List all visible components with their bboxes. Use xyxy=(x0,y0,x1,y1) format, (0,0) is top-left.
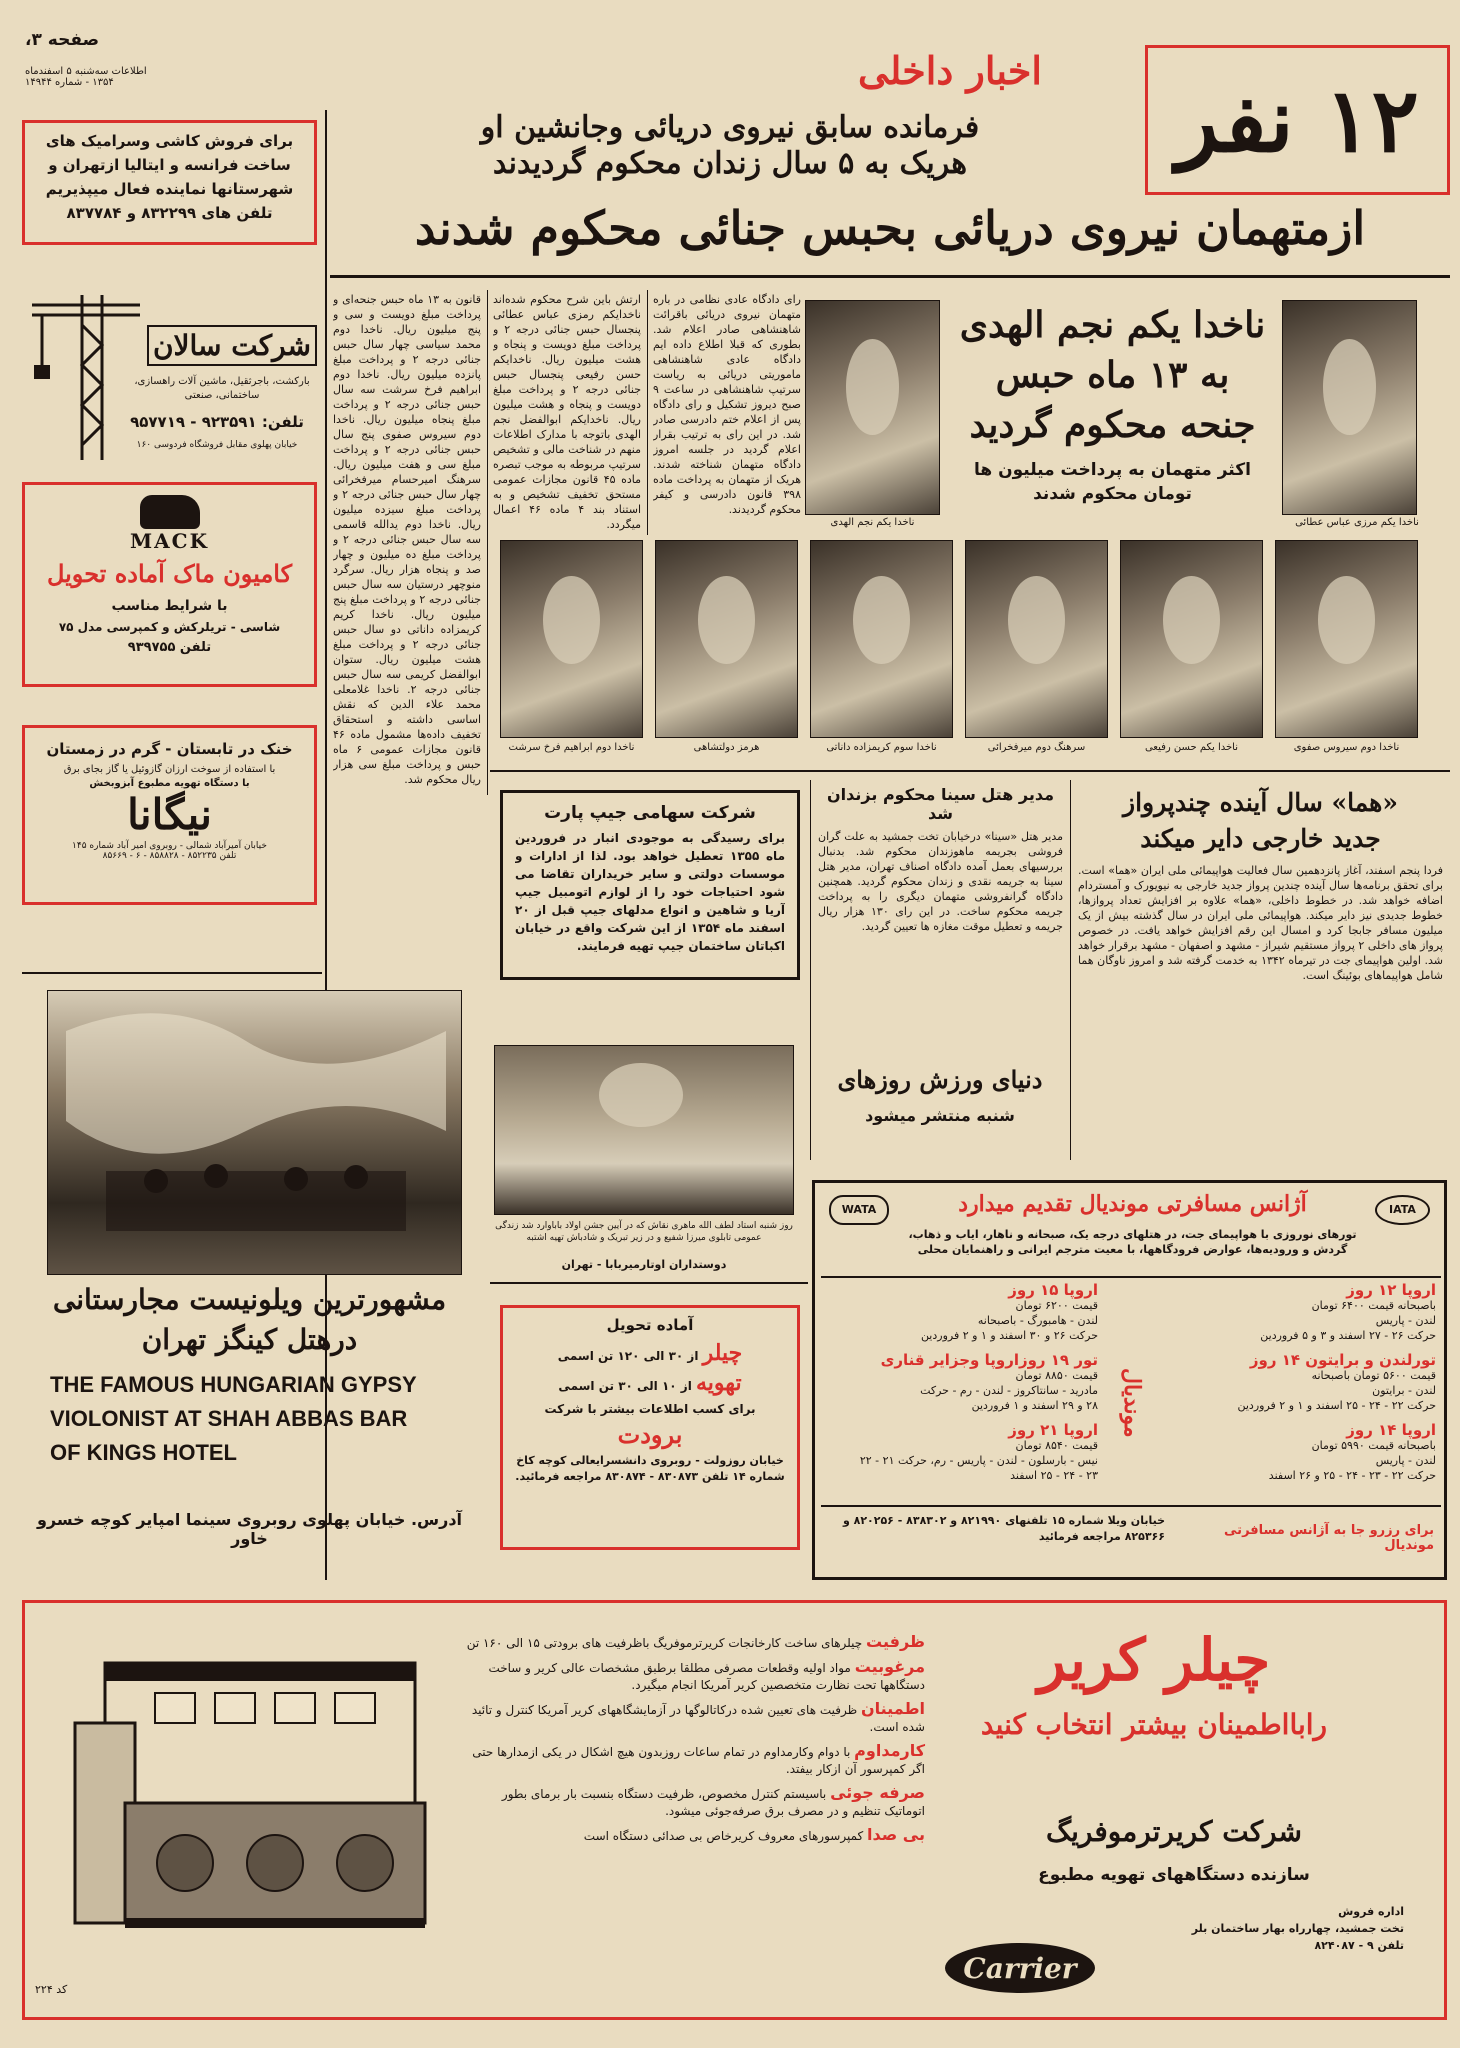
lead-big-number: ۱۲ نفر xyxy=(1176,68,1419,172)
feature-label: اطمینان xyxy=(860,1699,925,1718)
feature-text: ظرفیت های تعیین شده درکاتالوگها در آزمایشگاههای کریر آمریکا کنترل و تائید شده است. xyxy=(471,1703,925,1734)
carrier-feature xyxy=(465,1742,925,1778)
carrier-company: شرکت کریرترموفریگ xyxy=(1046,1815,1302,1848)
homa-head-line-2: جدید خارجی دایر میکند xyxy=(1140,824,1381,853)
tour-cities: مادرید - سانتاکروز - لندن - رم - حرکت xyxy=(920,1384,1098,1397)
travel-title: آژانس مسافرتی موندیال تقدیم میدارد xyxy=(958,1191,1307,1217)
tour-cities: لندن - برایتون xyxy=(1372,1384,1436,1397)
tour-item xyxy=(823,1353,1098,1423)
tile-phone: تلفن های ۸۳۲۲۹۹ و ۸۳۷۷۸۴ xyxy=(66,204,273,222)
carrier-features xyxy=(465,1633,925,1851)
tour-title: اروپا ۱۵ روز xyxy=(1008,1281,1098,1299)
violinist-fa-line-2: درهتل کینگز تهران xyxy=(141,1323,358,1356)
tour-title: تور ۱۹ روزاروپا وجزایر قناری xyxy=(880,1351,1098,1369)
rule xyxy=(22,972,322,974)
salan-name: شرکت سالان xyxy=(147,325,317,366)
feature-label: ظرفیت xyxy=(866,1632,925,1651)
portrait-5 xyxy=(655,540,798,738)
tour-title: اروپا ۱۲ روز xyxy=(1346,1281,1436,1299)
feature-text: با دوام وکارمداوم در تمام ساعات روزبدون هیچ اشکال در یکی ازمدارها حتی اگر کمپرسور آن ازکار بیفتد. xyxy=(472,1745,925,1776)
portrait-caption: ناخدا یکم نجم الهدی xyxy=(830,517,915,528)
carrier-company-sub: سازنده دستگاههای تهویه مطبوع xyxy=(1038,1865,1310,1885)
carrier-address: تخت جمشید، چهارراه بهار ساختمان بلر xyxy=(1191,1922,1404,1935)
wata-logo: WATA xyxy=(829,1195,889,1225)
iata-logo: IATA xyxy=(1375,1195,1430,1225)
tour-price: قیمت ۶۲۰۰ تومان xyxy=(1015,1299,1098,1312)
hotel-body: مدیر هتل «سینا» درخیابان تخت جمشید به علت گران فروشی بجریمه ماهوزندان محکوم شد. بدنبال بررسیهای بعمل آمده دادگاه اصناف تهران، مدیر هتل سینا به جریمه نقدی و زندان محکوم گردید. همچنین دادگاه گرانفروشی متهمان دیگری را به پرداخت جریمه محکوم ساخت. در این رای ۱۳۰ هزار ریال جریمه و تعطیل موقت مغازه ها تعیین گردید. xyxy=(818,830,1063,933)
berodat-chiller-ad xyxy=(500,1305,800,1550)
tour-dates: حرکت ۲۲ - ۲۴ - ۲۵ اسفند و ۱ و ۲ فروردین xyxy=(1237,1399,1436,1412)
travel-vertical: موندیال xyxy=(1119,1368,1145,1438)
tile-line-1: برای فروش کاشی وسرامیک های xyxy=(45,132,294,150)
tour-price: قیمت ۵۶۰۰ تومان باصبحانه xyxy=(1311,1369,1436,1382)
portrait-row xyxy=(498,540,1418,765)
niganta-phone: تلفن ۸۵۲۲۳۵ - ۸۵۸۸۲۸ - ۶ - ۸۵۶۶۹ xyxy=(102,851,237,861)
tile-line-2: ساخت فرانسه و ایتالیا ازتهران و xyxy=(48,156,291,174)
feature-text: باسیستم کنترل مخصوص، ظرفیت دستگاه بنسبت بار برمای بطور اتوماتیک تنظیم و در مصرف برق صرفه‌جوئی میشود. xyxy=(501,1787,925,1818)
tour-title: اروپا ۲۱ روز xyxy=(1008,1421,1098,1439)
berodat-company: برودت xyxy=(617,1420,683,1449)
section-title: اخبار داخلی xyxy=(858,48,1042,93)
tour-dates: حرکت ۲۶ - ۲۷ اسفند و ۳ و ۵ فروردین xyxy=(1260,1329,1436,1342)
travel-right-col xyxy=(1161,1283,1436,1493)
sub-deck-line-1: اکثر متهمان به پرداخت میلیون ها xyxy=(974,460,1251,480)
kicker-line-1: فرمانده سابق نیروی دریائی وجانشین او xyxy=(480,110,980,145)
tour-title: تورلندن و برایتون ۱۴ روز xyxy=(1249,1351,1436,1369)
tour-title: اروپا ۱۴ روز xyxy=(1346,1421,1436,1439)
jeep-body: برای رسیدگی به موجودی انبار در فروردین ماه ۱۳۵۵ تعطیل خواهد بود. لذا از ادارات و موسسات دولتی و سایر خریداران تقاضا می شود احتیاجات خود را از لوازم اتومبیل جیپ آریا و شاهین و انواع مدلهای جیپ قبل از ۲۰ اسفند ماه ۱۳۵۴ از این شرکت واقع در خیابان اکباتان ساختمان جیپ تهیه فرمایند. xyxy=(515,831,785,953)
article-column-a: رای دادگاه عادی نظامی در باره متهمان نیروی دریائی باقرائت شاهنشاهی صادر اعلام شد. بطوری که قبلا اطلاع داده ایم دادگاه عادی شاهنشاهی ماموریتی دریائی به ریاست سرتیپ شاهنشاهی در ساعت ۹ صبح دیروز تشکیل و رای دادگاه پس از اعلام ختم دادرسی صادر شد. در این رای به ترتیب بقرار اعلام گردید در جلسه امروز دادگاه متهمان شناخته شدند. هریک از متهمان به پرداخت ماده ۳۹۸ قانون دادرسی و کیفر محکوم گردیدند. xyxy=(653,293,801,516)
mack-bulldog-icon xyxy=(140,495,200,529)
berodat-chiller: چیلر xyxy=(702,1340,743,1366)
feature-label: کارمداوم xyxy=(854,1741,925,1760)
tour-price: قیمت ۸۵۴۰ تومان xyxy=(1015,1439,1098,1452)
berodat-line-4: برای کسب اطلاعات بیشتر با شرکت xyxy=(544,1402,756,1416)
kings-hotel-ad xyxy=(22,980,477,1550)
issue-date: اطلاعات سه‌شنبه ۵ اسفندماه xyxy=(25,66,147,77)
tour-item xyxy=(823,1283,1098,1353)
travel-intro: تورهای نوروزی با هواپیمای جت، در هتلهای درجه یک، صبحانه و ناهار، ایاب و ذهاب، گردش و ورودیه‌ها، عوارض فرودگاهها، با معیت مترجم ایرانی و راهنمایان محلی xyxy=(908,1228,1357,1256)
berodat-chiller-row xyxy=(511,1340,789,1366)
carrier-ad xyxy=(22,1600,1447,2020)
berodat-address: خیابان روزولت - روبروی دانشسرایعالی کوچه کاخ شماره ۱۴ تلفن ۸۳۰۸۷۳ - ۸۳۰۸۷۴ مراجعه فرمائید. xyxy=(515,1454,785,1483)
travel-left-col xyxy=(823,1283,1098,1493)
sub-headline xyxy=(945,300,1280,450)
sport-notice xyxy=(805,1065,1075,1125)
tour-item xyxy=(1161,1423,1436,1493)
homa-body: فردا پنجم اسفند، آغاز پانزدهمین سال فعالیت هواپیمائی ملی ایران «هما» است. برای تحقق برنامه‌ها سال آینده چندین پرواز جدید خارجی به نیویورک و آمستردام اضافه خواهد شد. در خطوط داخلی، «هما» علاوه بر افزایش تعداد پروازها، خطوط جدیدی نیز دایر میکند. هواپیمائی ملی ایران در سال گذشته بیش از یک میلیون مسافر جابجا کرد و امسال این رقم افزایش خواهد یافت. در خصوص پرواز های داخلی ۲ پرواز مستقیم شیراز - مشهد و اصفهان - مشهد برقرار خواهد شد. اولین هواپیمای جت در تیرماه ۱۳۴۲ به خدمت گرفته شد و امروز ناوگان هما شامل هواپیماهای بوئینگ است. xyxy=(1078,864,1443,982)
painting-caption: روز شنبه استاد لطف الله ماهری نقاش که در آیین جشن اولاد باباوارد شد زندگی عمومی تابلوی میرزا شفیع و در زیر تبریک و شادباش تهیه اشتبه xyxy=(495,1221,793,1243)
portrait-1 xyxy=(1275,540,1418,738)
berodat-line-2: از ۳۰ الی ۱۲۰ تن اسمی xyxy=(557,1349,699,1363)
portrait-row-caption: هرمز دولتشاهی xyxy=(693,742,760,753)
sub-head-line-2: به ۱۳ ماه حبس xyxy=(995,354,1230,396)
portrait-row-caption: ناخدا یکم حسن رفیعی xyxy=(1144,742,1239,753)
tour-price: باصبحانه قیمت ۵۹۹۰ تومان xyxy=(1311,1439,1436,1452)
lead-kicker xyxy=(330,110,1130,182)
bar-illustration xyxy=(46,991,461,1276)
salan-ad xyxy=(22,285,317,470)
sub-deck-line-2: تومان محکوم شدند xyxy=(1033,484,1192,504)
portrait-row-caption: ناخدا دوم ابراهیم فرخ سرشت xyxy=(508,742,635,753)
rule xyxy=(490,770,1450,772)
rule xyxy=(330,275,1450,278)
jeep-title: شرکت سهامی جیپ پارت xyxy=(544,803,756,823)
mack-brand: MACK xyxy=(130,529,209,553)
tour-cities: لندن - پاریس xyxy=(1375,1454,1436,1467)
berodat-tahvie-row xyxy=(511,1370,789,1396)
rule xyxy=(490,1282,808,1284)
carrier-code: کد ۲۲۴ xyxy=(35,1983,68,1996)
hotel-title: مدیر هتل سینا محکوم بزندان شد xyxy=(827,785,1054,823)
berodat-tahvie: تهویه xyxy=(696,1370,742,1396)
carrier-title: چیلر کریر xyxy=(1037,1626,1271,1694)
tour-dates: ۲۳ - ۲۴ - ۲۵ اسفند xyxy=(1010,1469,1098,1482)
tour-dates: حرکت ۲۶ و ۳۰ اسفند و ۱ و ۲ فروردین xyxy=(920,1329,1098,1342)
tile-line-3: شهرستانها نماینده فعال میپذیریم xyxy=(45,180,294,198)
sub-head-line-3: جنحه محکوم گردید xyxy=(969,404,1256,446)
portrait-caption: ناخدا یکم مرزی عباس عطائی xyxy=(1295,517,1419,528)
sport-head: دنیای ورزش روزهای xyxy=(837,1065,1043,1094)
violinist-en-line-3: OF KINGS HOTEL xyxy=(50,1440,237,1465)
tour-price: قیمت ۸۸۵۰ تومان xyxy=(1015,1369,1098,1382)
sub-deck xyxy=(945,458,1280,506)
feature-label: مرغوبیت xyxy=(854,1657,925,1676)
tour-item xyxy=(823,1423,1098,1493)
salan-services: بارکشت، باجرثقیل، ماشین آلات راهسازی، ساختمانی، صنعتی xyxy=(134,376,310,401)
portrait-row-caption: سرهنگ دوم میرفخرائی xyxy=(987,742,1086,753)
sport-sub: شنبه منتشر میشود xyxy=(865,1106,1015,1125)
carrier-feature xyxy=(465,1826,925,1845)
homa-head xyxy=(1078,785,1443,857)
violinist-en xyxy=(50,1368,470,1470)
kicker-line-2: هریک به ۵ سال زندان محکوم گردیدند xyxy=(492,146,968,181)
portrait-2 xyxy=(1120,540,1263,738)
mack-line-1: با شرایط مناسب xyxy=(111,598,228,614)
mondial-travel-ad xyxy=(812,1180,1447,1580)
carrier-office xyxy=(1144,1903,1404,1954)
painting-sub: دوستداران اوتارمیربابا - تهران xyxy=(561,1258,727,1271)
portrait-3 xyxy=(965,540,1108,738)
niganta-line-1: خنک در تابستان - گرم در زمستان xyxy=(46,740,293,758)
article-column-c: قانون به ۱۳ ماه حبس جنحه‌ای و پرداخت مبلغ دویست و سی و پنج میلیون ریال. ناخدا دوم محمد سیاسی چهار سال حبس جنائی درجه ۲ و پرداخت مبلغ پانزده میلیون ریال. ناخدا دوم ابراهیم فرخ سرشت سه سال حبس جنائی درجه ۲ و پرداخت مبلغ پنجاه میلیون ریال. ناخدا دوم سیروس صفوی پنج سال حبس جنائی درجه ۲ و پرداخت مبلغ سی و هفت میلیون ریال. سرهنگ امیرحسام میرفخرائی چهار سال حبس جنائی درجه ۲ و پرداخت مبلغ سیزده میلیون ریال. ناخدا دوم یدالله قاسمی سه سال حبس جنائی درجه ۲ و پرداخت مبلغ ده میلیون و چهار صد و پنجاه هزار ریال. سرگرد منوچهر درستیان سه سال حبس جنائی درجه ۲ و پرداخت مبلغ پنج میلیون ریال. ناخدا کریم کریمزاده داناتی دو سال حبس جنائی درجه ۲ و پرداخت مبلغ هشت میلیون ریال. ستوان ابوالفضل کریمی سه سال حبس جنائی درجه ۲. ناخدا غلامعلی محمد علاء الدین که نقش اساسی داشته و استحقاق تخفیف داده‌ها مشمول ماده ۴۶ قانون مجازات عمومی ۶ ماه حبس و پرداخت مبلغ سی هزار ریال محکوم شد. xyxy=(333,293,481,786)
carrier-feature xyxy=(465,1658,925,1694)
jeep-ad xyxy=(500,790,800,980)
feature-text: چیلرهای ساخت کارخانجات کریرترموفریگ باظرفیت های برودتی ۱۵ الی ۱۶۰ تن xyxy=(466,1636,863,1650)
homa-head-line-1: «هما» سال آینده چندپرواز xyxy=(1123,788,1398,817)
tour-cities: لندن - پاریس xyxy=(1375,1314,1436,1327)
mack-phone: تلفن ۹۳۹۷۵۵ xyxy=(127,640,212,655)
berodat-line-3: از ۱۰ الی ۳۰ تن اسمی xyxy=(558,1379,692,1393)
niganta-line-2: با استفاده از سوخت ارزان گازوئیل یا گاز بجای برق xyxy=(63,764,276,775)
tour-item xyxy=(1161,1283,1436,1353)
violinist-en-line-2: VIOLONIST AT SHAH ABBAS BAR xyxy=(50,1406,408,1431)
page-label: صفحه ۳، xyxy=(25,30,100,50)
lead-number-box xyxy=(1145,45,1450,195)
lead-headline: ازمتهمان نیروی دریائی بحبس جنائی محکوم شدند xyxy=(414,201,1366,255)
portrait-atai xyxy=(1282,300,1417,515)
portrait-row-caption: ناخدا سوم کریمزاده داناتی xyxy=(826,742,937,753)
carrier-feature xyxy=(465,1633,925,1652)
portrait-6 xyxy=(500,540,643,738)
tour-cities: نیس - بارسلون - لندن - پاریس - رم، حرکت ۲۱ - ۲۲ xyxy=(859,1454,1098,1467)
feature-label: بی صدا xyxy=(867,1825,925,1844)
carrier-feature xyxy=(465,1784,925,1820)
feature-text: کمپرسورهای معروف کریرخاص بی صدائی دستگاه است xyxy=(583,1829,864,1843)
col-rule xyxy=(647,290,648,535)
tile-ad xyxy=(22,120,317,245)
portrait-najmolhoda xyxy=(805,300,940,515)
portrait-4 xyxy=(810,540,953,738)
crane-icon xyxy=(22,285,142,465)
tour-dates: ۲۸ و ۲۹ اسفند و ۱ فروردین xyxy=(971,1399,1098,1412)
tour-price: باصبحانه قیمت ۶۴۰۰ تومان xyxy=(1311,1299,1436,1312)
tour-dates: حرکت ۲۲ - ۲۳ - ۲۴ - ۲۵ و ۲۶ اسفند xyxy=(1268,1469,1436,1482)
issue-line xyxy=(25,66,245,88)
bar-interior-photo xyxy=(47,990,462,1275)
carrier-phone: تلفن ۹ - ۸۲۴۰۸۷ xyxy=(1314,1939,1404,1952)
carrier-office-label: اداره فروش xyxy=(1338,1905,1404,1918)
issue-number: ۱۳۵۴ - شماره ۱۴۹۴۴ xyxy=(25,77,114,88)
col-rule xyxy=(487,290,488,795)
violinist-fa-line-1: مشهورترین ویلونیست مجارستانی xyxy=(52,1283,447,1316)
violinist-address: آدرس. خیابان پهلوی روبروی سینما امپایر کوچه خسرو خاور xyxy=(36,1510,463,1548)
niganta-brand: نیگانا xyxy=(127,790,212,839)
travel-footer-right: برای رزرو جا به آژانس مسافرتی موندیال xyxy=(1224,1523,1434,1553)
homa-story xyxy=(1078,785,1443,1170)
niganta-address: خیابان آمیرآباد شمالی - روبروی امیر آباد شماره ۱۴۵ xyxy=(72,841,267,851)
travel-grid-bottom xyxy=(821,1505,1441,1507)
carrier-logo: Carrier xyxy=(945,1943,1095,1993)
article-column-b: ارتش باین شرح محکوم شده‌اند ناخدایکم رمزی عباس عطائی پنجسال حبس جنائی درجه ۲ و پرداخت مبلغ دویست و پنجاه و هشت میلیون ریال. ناخدایکم حسن رفیعی پنجسال حبس جنائی درجه ۲ و پرداخت مبلغ دویست و پنجاه و هشت میلیون ریال. ناخدایکم ابوالفضل نجم الهدی باتوجه با مدارک اطلاعات منهم در شناخت مالی و تشخیص سرتیپ مربوطه به موجب تبصره ماده ۴۵ قانون مجازات عمومی مستحق تخفیف تشخیص و به استناد بند ۴ ماده ۴۶ اعمال میگردد. xyxy=(493,293,641,531)
carrier-feature xyxy=(465,1700,925,1736)
tour-item xyxy=(1161,1353,1436,1423)
carrier-subtitle: رابااطمینان بیشتر انتخاب کنید xyxy=(980,1708,1328,1741)
sub-head-line-1: ناخدا یکم نجم الهدی xyxy=(959,304,1266,346)
mack-title: کامیون ماک آماده تحویل xyxy=(46,559,293,588)
feature-label: صرفه جوئی xyxy=(830,1783,925,1802)
niganta-line-3: با دستگاه تهویه مطبوع آبزوبخش xyxy=(89,778,250,789)
feature-text: مواد اولیه وقطعات مصرفی مطلقا برطبق مشخصات عالی کریر و ساخت دستگاهها تحت نظارت متخصصین کریر آمریکا انجام میگیرد. xyxy=(488,1661,925,1692)
salan-address: خیابان پهلوی مقابل فروشگاه فردوسی ۱۶۰ xyxy=(136,440,298,450)
travel-footer-left: خیابان ویلا شماره ۱۵ تلفنهای ۸۲۱۹۹۰ و ۸۳۸۳۰۲ - ۸۲۰۲۵۶ و ۸۲۵۳۶۶ مراجعه فرمائید xyxy=(842,1514,1165,1543)
tour-cities: لندن - هامبورگ - باصبحانه xyxy=(977,1314,1098,1327)
painting-photo xyxy=(494,1045,794,1215)
hotel-story xyxy=(818,785,1063,1045)
salan-phone: تلفن: ۹۲۳۵۹۱ - ۹۵۷۷۱۹ xyxy=(130,413,304,431)
mack-ad xyxy=(22,482,317,687)
berodat-line-1: آماده تحویل xyxy=(606,1316,694,1334)
mack-line-2: شاسی - تریلرکش و کمپرسی مدل ۷۵ xyxy=(58,620,281,634)
violinist-en-line-1: THE FAMOUS HUNGARIAN GYPSY xyxy=(50,1372,417,1397)
niganta-ad xyxy=(22,725,317,905)
travel-grid-top xyxy=(821,1276,1441,1278)
chiller-machine-illustration xyxy=(45,1633,445,1943)
portrait-row-caption: ناخدا دوم سیروس صفوی xyxy=(1293,742,1400,753)
